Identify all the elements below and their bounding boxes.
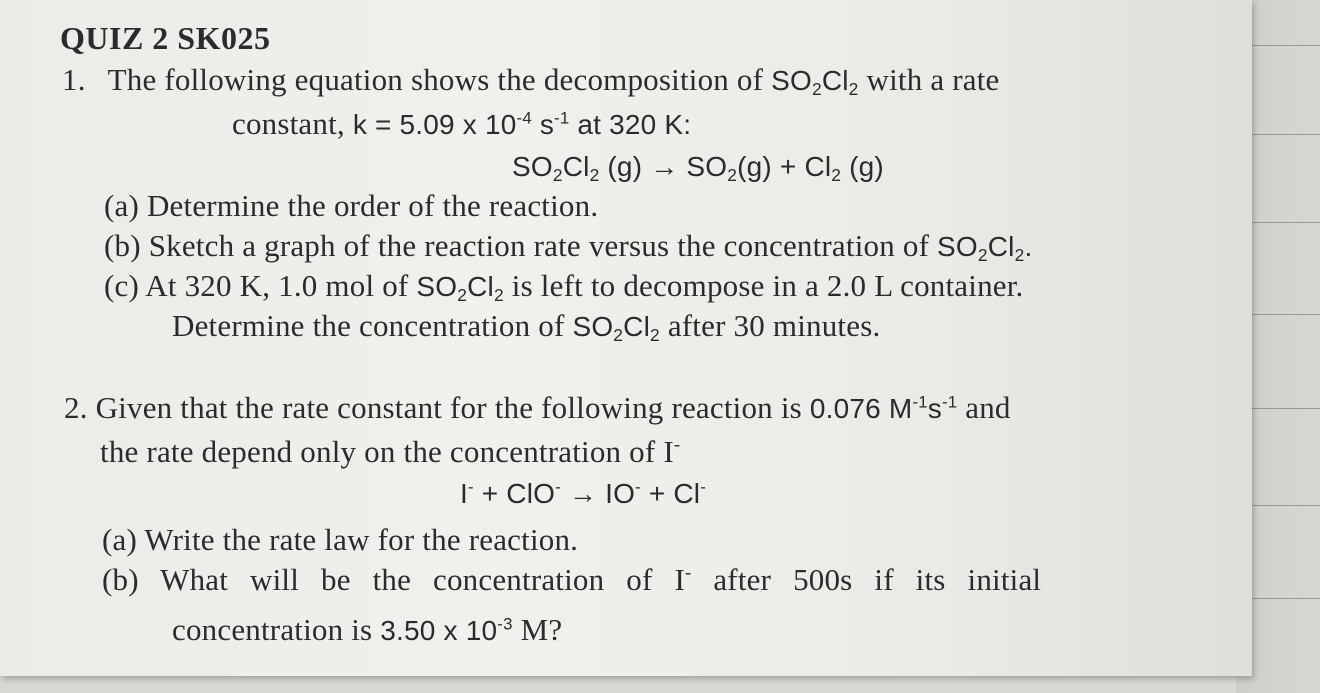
q1-part-b: (b) Sketch a graph of the reaction rate versus the concentration of $SO_2Cl_2$. <box>104 228 1033 265</box>
quiz-title: QUIZ 2 SK025 <box>60 20 271 56</box>
q1-part-c-line-2: Determine the concentration of $SO_2Cl_2$ after 30 minutes. <box>172 308 881 345</box>
q1-line-1: 1. The following equation shows the decomposition of $SO_2Cl_2$ with a rate <box>62 62 1000 99</box>
q2-equation: I- + ClO- → IO- + Cl- <box>460 477 706 509</box>
q1-part-a: (a) Determine the order of the reaction. <box>104 188 599 223</box>
q1-number: 1. <box>62 62 86 97</box>
q2-line-1: 2. Given that the rate constant for the following reaction is 0.076 $M^{-1}s^{-1}$ and <box>64 390 1011 425</box>
q1-part-c: (c) At 320 K, 1.0 mol of $SO_2Cl_2$ is left to decompose in a 2.0 L container. <box>104 268 1024 305</box>
q2-line-2: the rate depend only on the concentration of I- <box>100 434 681 469</box>
q2-part-b-line-2: concentration is 3.50 x $10^{-3}$ M? <box>172 612 563 647</box>
q1-line-2: constant, k = 5.09 x $10^{-4}$ $s^{-1}$ at 320 K: <box>232 106 692 141</box>
q2-part-a: (a) Write the rate law for the reaction. <box>102 522 579 557</box>
q1-equation: $SO_2Cl_2$ $(g) \to SO_2(g) + Cl_2$ (g) <box>512 151 884 185</box>
q2-part-b: (b) What will be the concentration of I- after 500s if its initial <box>102 562 1042 597</box>
